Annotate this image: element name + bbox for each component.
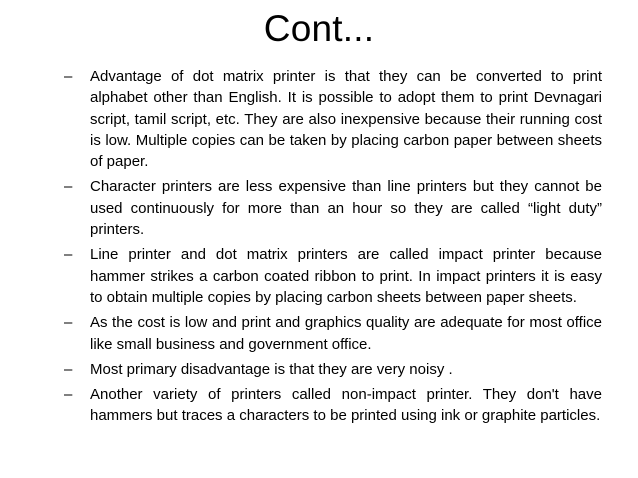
bullet-dash: – bbox=[64, 178, 73, 196]
bullet-text: As the cost is low and print and graphics quality are adequate for most office like small business and government office. bbox=[90, 314, 602, 353]
slide-title: Cont... bbox=[263, 8, 375, 49]
bullet-dash: – bbox=[64, 360, 73, 378]
bullet-text: Advantage of dot matrix printer is that they can be converted to print alphabet other than English. It is possible to adopt them to print Devnagari script, tamil script, etc. They are also inexpensive because their running cost is low. Multiple copies can be taken by placing carbon paper between sheets of paper. bbox=[90, 68, 602, 171]
bullet-text: Most primary disadvantage is that they are very noisy . bbox=[90, 360, 453, 378]
bullet-item bbox=[64, 359, 602, 380]
bullet-item bbox=[64, 66, 602, 172]
bullet-text: Another variety of printers called non-impact printer. They don't have hammers but traces a characters to be printed using ink or graphite particles. bbox=[90, 386, 602, 425]
bullet-item bbox=[64, 176, 602, 240]
bullet-dash: – bbox=[64, 386, 73, 404]
bullet-item bbox=[64, 312, 602, 355]
bullet-text: Character printers are less expensive than line printers but they cannot be used continuously for more than an hour so they are called “light duty” printers. bbox=[90, 178, 602, 239]
bullet-item bbox=[64, 244, 602, 308]
bullet-item bbox=[64, 384, 602, 427]
bullet-list bbox=[64, 66, 602, 431]
bullet-text: Line printer and dot matrix printers are called impact printer because hammer strikes a carbon coated ribbon to print. In impact printers it is easy to obtain multiple copies by placing carbon sheets between paper sheets. bbox=[90, 246, 602, 306]
bullet-dash: – bbox=[64, 68, 73, 85]
bullet-dash: – bbox=[64, 246, 73, 264]
bullet-dash: – bbox=[64, 314, 73, 332]
